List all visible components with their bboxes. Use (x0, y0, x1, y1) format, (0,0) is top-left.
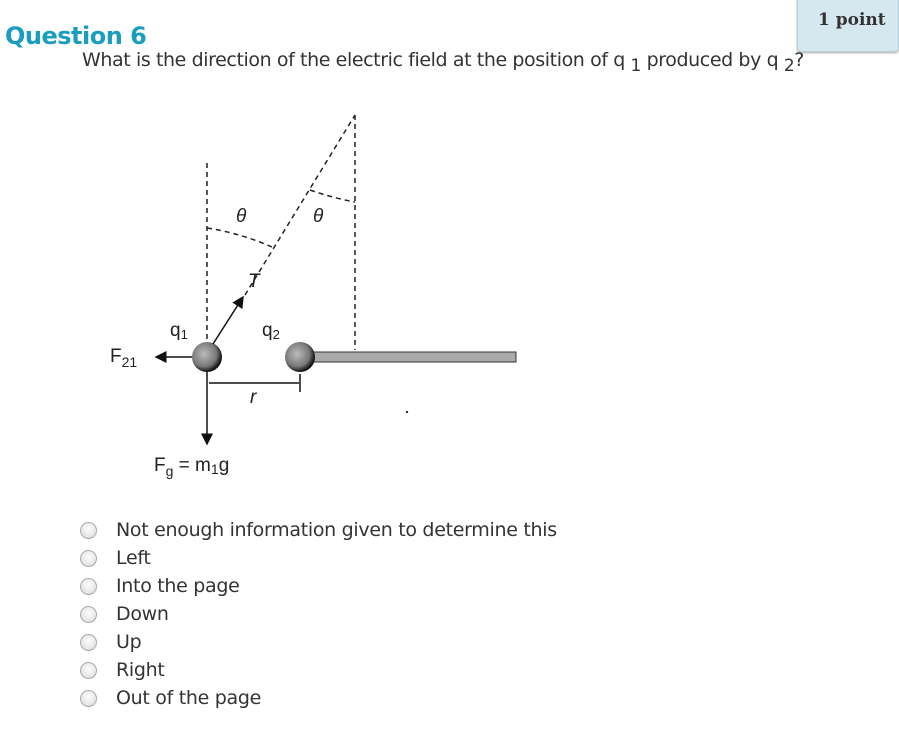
theta-label-2: θ (313, 206, 324, 227)
q2-label: q2 (262, 320, 280, 342)
r-label: r (250, 387, 257, 408)
option-left[interactable]: Left (80, 547, 151, 569)
charge-q1 (192, 342, 222, 372)
radio-button[interactable] (80, 690, 97, 707)
points-label: 1 point (818, 10, 886, 30)
f21-label: $F_{21}$ (110, 346, 138, 370)
question-text: What is the direction of the electric field at the position of q $_1$ produced by q $_2$? (82, 49, 804, 76)
theta-label-1: θ (236, 206, 247, 227)
radio-button[interactable] (80, 606, 97, 623)
option-into-page[interactable]: Into the page (80, 575, 240, 597)
option-up[interactable]: Up (80, 631, 141, 653)
dashed-guides (207, 115, 355, 350)
question-title: Question 6 (5, 22, 147, 50)
option-out-of-page[interactable]: Out of the page (80, 687, 261, 709)
fg-label: $F_g = m1g$ (154, 455, 230, 479)
tension-arrow (213, 297, 243, 344)
radio-button[interactable] (80, 578, 97, 595)
charge-q2 (285, 342, 315, 372)
q1-label: q1 (170, 320, 188, 342)
tension-label: T (248, 271, 260, 292)
radio-button[interactable] (80, 634, 97, 651)
rod (312, 352, 516, 362)
radio-button[interactable] (80, 662, 97, 679)
radio-button[interactable] (80, 522, 97, 539)
option-right[interactable]: Right (80, 659, 165, 681)
option-down[interactable]: Down (80, 603, 169, 625)
radio-button[interactable] (80, 550, 97, 567)
option-not-enough-info[interactable]: Not enough information given to determine this (80, 519, 557, 541)
